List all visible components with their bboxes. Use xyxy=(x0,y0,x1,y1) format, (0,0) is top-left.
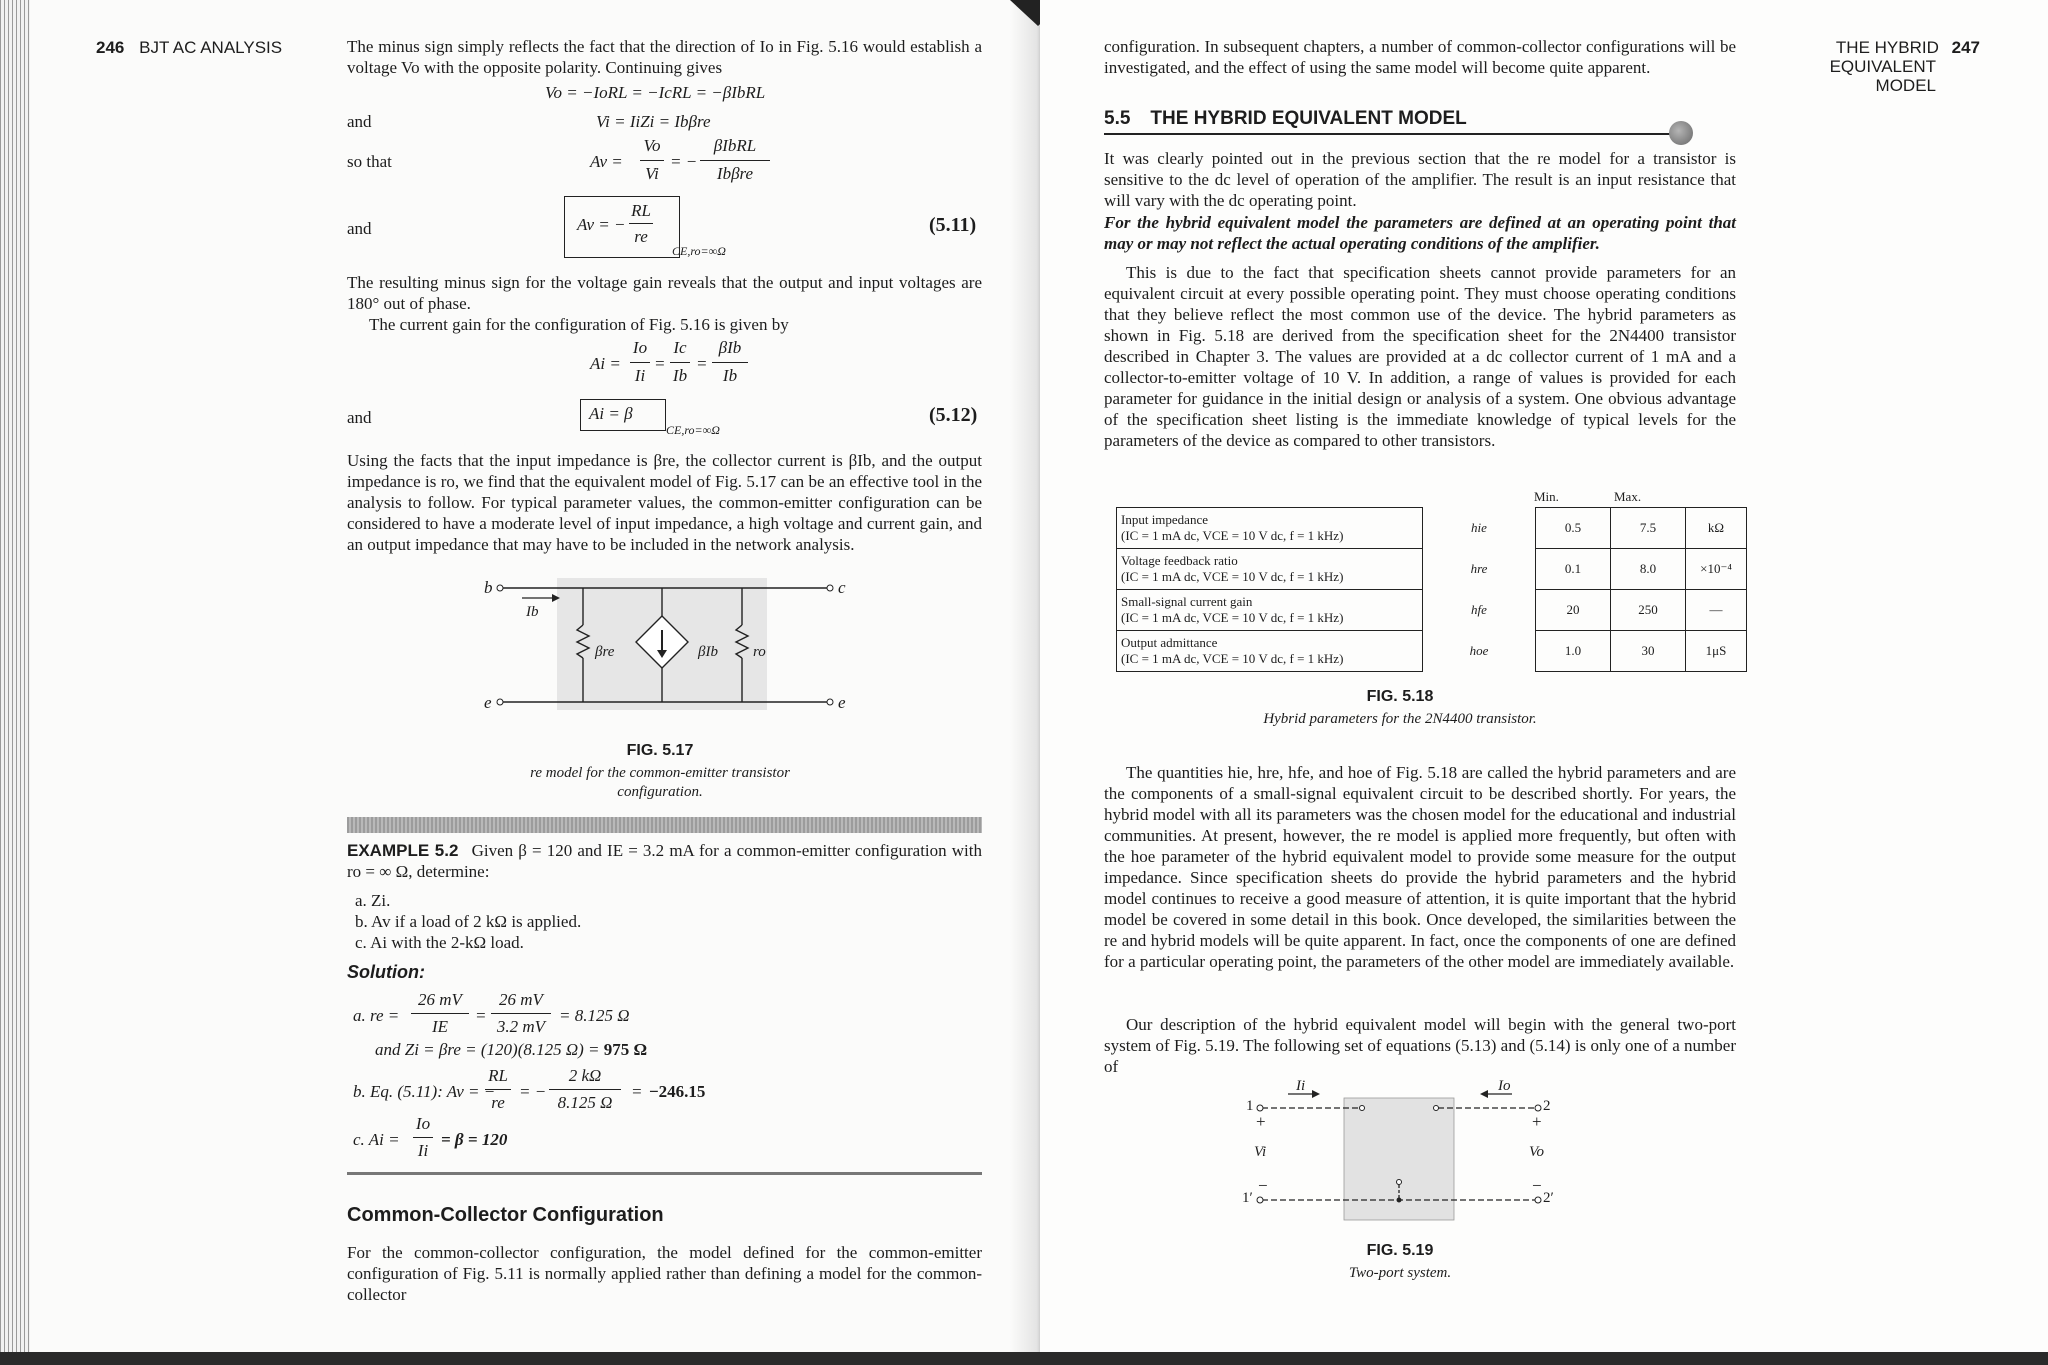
table-cell-desc: Output admittance (IC = 1 mA dc, VCE = 10 V dc, f = 1 kHz) xyxy=(1117,631,1423,672)
frac-bar xyxy=(670,362,690,363)
frac-den: IE xyxy=(431,1017,449,1036)
eq-sign: = − xyxy=(670,152,698,171)
example-text: Given β = 120 and IE = 3.2 mA for a common-emitter configuration with ro = ∞ Ω, determine: xyxy=(347,841,982,881)
frac-bar xyxy=(712,362,748,363)
solution-a-zi xyxy=(375,1040,647,1060)
table-header-min: Min. xyxy=(1534,489,1559,504)
frac-bar xyxy=(630,362,650,363)
equation-ai-ratio xyxy=(590,338,790,394)
terminal-1p xyxy=(1257,1197,1263,1203)
section-rule xyxy=(1104,133,1680,135)
right-running-title: THE HYBRID xyxy=(1835,38,1939,57)
eq-lhs: c. Ai = xyxy=(353,1130,400,1149)
bre-label: βre xyxy=(595,644,615,660)
list-item: a. Zi. xyxy=(355,891,391,910)
paragraph: Our description of the hybrid equivalent model will begin with the general two-port system of Fig. 5.19. The following set of equations (5.13) and (5.14) is only one of a number of xyxy=(1104,1015,1736,1076)
equation-vo: Vo = −IoRL = −IcRL = −βIbRL xyxy=(545,83,766,102)
figure-5-19-two-port xyxy=(1240,1070,1560,1230)
solution-c-equation xyxy=(353,1112,653,1168)
equation-condition: CE,ro=∞Ω xyxy=(672,244,726,258)
right-running-head xyxy=(1790,38,1980,95)
eq-sign: = − xyxy=(519,1082,547,1101)
table-cell-symbol: hfe xyxy=(1423,590,1536,631)
equation-number: (5.11) xyxy=(929,214,977,236)
table-cell-min: 1.0 xyxy=(1536,631,1611,672)
label-and: and xyxy=(347,112,372,131)
hybrid-parameters-table xyxy=(1116,507,1747,672)
label-and: and xyxy=(347,408,372,427)
terminal-c-label: c xyxy=(838,578,846,597)
figure-5-17-caption: re model for the common-emitter transistor configuration. xyxy=(530,765,790,800)
table-row xyxy=(1117,590,1747,631)
figure-5-18-title: FIG. 5.18 xyxy=(1366,688,1434,705)
frac-den: re xyxy=(634,227,648,246)
eq-sign: = xyxy=(475,1006,487,1025)
equation-number: (5.12) xyxy=(929,404,978,426)
right-page xyxy=(1040,0,2048,1365)
table-cell-symbol: hre xyxy=(1423,549,1536,590)
terminal-e-label: e xyxy=(838,693,846,712)
plus-right: + xyxy=(1532,1112,1542,1131)
terminal-2p xyxy=(1535,1197,1541,1203)
paragraph: Using the facts that the input impedance is βre, the collector current is βIb, and the output impedance is ro, we find that the equivalent model of Fig. 5.17 can be an effective tool in the analysis to follow. For typical parameter values, the common-emitter configuration can be considered to have a moderate level of input impedance, a high voltage and current gain, and an output impedance that may have to be included in the network analysis. xyxy=(347,451,982,554)
eq-lhs: Av = xyxy=(590,152,623,171)
frac-den: Ib xyxy=(672,366,688,385)
terminal-2p-label: 2′ xyxy=(1543,1190,1554,1206)
solution-a-equation xyxy=(353,988,773,1044)
frac-num: 2 kΩ xyxy=(568,1066,602,1085)
label-and: and xyxy=(347,219,372,238)
frac-num: Io xyxy=(632,338,648,357)
table-cell-max: 8.0 xyxy=(1611,549,1686,590)
terminal-2-label: 2 xyxy=(1543,1098,1551,1114)
eq-result: 975 Ω xyxy=(603,1040,648,1059)
frac-num: Vo xyxy=(643,136,661,155)
frac-bar xyxy=(411,1013,469,1014)
paragraph: For the common-collector configuration, the model defined for the common-emitter configuration of Fig. 5.11 is normally applied rather than defining a model for the common-collector xyxy=(347,1243,982,1304)
table-cell-desc: Voltage feedback ratio (IC = 1 mA dc, VCE = 10 V dc, f = 1 kHz) xyxy=(1117,549,1423,590)
eq-result: = 8.125 Ω xyxy=(559,1006,630,1025)
paragraph: The resulting minus sign for the voltage gain reveals that the output and input voltages are 180° out of phase. xyxy=(347,273,982,313)
frac-den: Ii xyxy=(417,1141,429,1160)
table-cell-unit: — xyxy=(1686,590,1747,631)
paragraph: The quantities hie, hre, hfe, and hoe of Fig. 5.18 are called the hybrid parameters and are the components of a small-signal equivalent circuit to be described shortly. For years, the hybrid model with all its parameters was the chosen model for the educational and industrial communities. At present, however, the re model is applied more frequently, but often with the hoe parameter of the hybrid equivalent model to provide some measure for the output impedance. Since specification sheets do provide the hybrid parameters and the hybrid model continues to receive a good measure of attention, it is quite important that the hybrid model be covered in some detail in this book. Once developed, the similarities between the re and hybrid models will be quite apparent. In fact, once the components of one are defined for a particular operating point, the parameters of the other model are immediately available. xyxy=(1104,763,1736,971)
table-cell-unit: kΩ xyxy=(1686,508,1747,549)
eq-result: −246.15 xyxy=(649,1082,706,1101)
table-cell-unit: ×10⁻⁴ xyxy=(1686,549,1747,590)
table-cell-symbol: hoe xyxy=(1423,631,1536,672)
table-row xyxy=(1117,508,1747,549)
section-number: 5.5 xyxy=(1104,108,1131,129)
terminal-b-label: b xyxy=(484,578,493,597)
frac-num: RL xyxy=(631,201,651,220)
left-running-title: BJT AC ANALYSIS xyxy=(139,38,283,57)
table-cell-max: 7.5 xyxy=(1611,508,1686,549)
frac-bar xyxy=(491,1013,551,1014)
terminal-2 xyxy=(1535,1105,1541,1111)
frac-bar xyxy=(629,223,653,224)
frac-num: 26 mV xyxy=(418,990,462,1009)
scanner-bottom-edge xyxy=(0,1352,2048,1365)
eq-result: = β = 120 xyxy=(441,1130,508,1149)
frac-bar xyxy=(640,160,664,161)
frac-num: 26 mV xyxy=(499,990,543,1009)
eq-sign: = xyxy=(654,354,666,373)
vi-label: Vi xyxy=(1254,1144,1267,1160)
frac-den: 8.125 Ω xyxy=(557,1093,613,1112)
section-heading: Common-Collector Configuration xyxy=(347,1204,664,1226)
frac-num: RL xyxy=(488,1066,508,1085)
minus-left: − xyxy=(1258,1176,1268,1195)
table-cell-desc: Small-signal current gain (IC = 1 mA dc, VCE = 10 V dc, f = 1 kHz) xyxy=(1117,590,1423,631)
figure-5-18-caption: Hybrid parameters for the 2N4400 transistor. xyxy=(1263,711,1537,727)
terminal-b xyxy=(497,585,503,591)
eq-sign: = xyxy=(696,354,708,373)
eq-text: and Zi = βre = (120)(8.125 Ω) = xyxy=(375,1040,600,1059)
ii-label: Ii xyxy=(1296,1078,1306,1094)
terminal-1p-label: 1′ xyxy=(1242,1190,1253,1206)
terminal-e-left xyxy=(497,699,503,705)
table-cell-min: 20 xyxy=(1536,590,1611,631)
section-title: THE HYBRID EQUIVALENT MODEL xyxy=(1150,108,1467,129)
frac-den: Vi xyxy=(645,164,659,183)
left-running-head xyxy=(96,38,282,58)
left-page-number: 246 xyxy=(96,38,125,57)
list-item: b. Av if a load of 2 kΩ is applied. xyxy=(355,912,582,931)
equation-5-12-box: Ai = β xyxy=(580,399,666,431)
frac-bar xyxy=(549,1089,621,1090)
example-heading: EXAMPLE 5.2 xyxy=(347,841,459,860)
frac-den: Ii xyxy=(634,366,646,385)
table-header-max: Max. xyxy=(1614,489,1642,504)
paragraph: configuration. In subsequent chapters, a number of common-collector configurations will be investigated, and the effect of using the same model will become quite apparent. xyxy=(1104,37,1736,77)
table-cell-symbol: hie xyxy=(1423,508,1536,549)
list-item: c. Ai with the 2-kΩ load. xyxy=(355,933,524,952)
frac-num: Ic xyxy=(673,338,687,357)
frac-bar xyxy=(413,1137,433,1138)
table-cell-min: 0.1 xyxy=(1536,549,1611,590)
figure-5-19-title: FIG. 5.19 xyxy=(1366,1242,1434,1259)
frac-den: Ibβre xyxy=(716,164,754,183)
frac-bar xyxy=(700,160,770,161)
section-5-5-heading xyxy=(1104,108,1694,130)
emphasis-paragraph: For the hybrid equivalent model the parameters are defined at an operating point that may or may not reflect the actual operating conditions of the amplifier. xyxy=(1104,213,1736,253)
vo-label: Vo xyxy=(1529,1144,1544,1160)
figure-5-17-circuit xyxy=(480,570,850,720)
table-cell-desc: Input impedance (IC = 1 mA dc, VCE = 10 V dc, f = 1 kHz) xyxy=(1117,508,1423,549)
binding-edge xyxy=(0,0,30,1365)
frac-den: re xyxy=(491,1093,505,1112)
paragraph: The current gain for the configuration of Fig. 5.16 is given by xyxy=(369,315,789,334)
table-row xyxy=(1117,549,1747,590)
figure-5-19-caption: Two-port system. xyxy=(1348,1265,1452,1281)
equation-5-11-box xyxy=(564,196,680,258)
paragraph: This is due to the fact that specification sheets cannot provide parameters for an equivalent circuit at every possible operating point. They must choose operating conditions that they believe reflect the most common use of the device. The hybrid parameters as shown in Fig. 5.18 are derived from the specification sheet for the 2N4400 transistor described in Chapter 3. The values are provided at a dc collector current of 1 mA and a collector-to-emitter voltage of 10 V. In addition, a range of values is provided for each parameter for guidance in the initial design or analysis of a system. One obvious advantage of the specification sheet listing is the immediate knowledge of typical levels for the parameters of the device as compared to other transistors. xyxy=(1104,263,1736,450)
equation-vi: Vi = IiZi = Ibβre xyxy=(596,112,711,131)
frac-den: Ib xyxy=(722,366,738,385)
plus-left: + xyxy=(1256,1112,1266,1131)
example-rule xyxy=(347,1172,982,1175)
paragraph: The minus sign simply reflects the fact that the direction of Io in Fig. 5.16 would establish a voltage Vo with the opposite polarity. Continuing gives xyxy=(347,37,982,77)
example-statement-block xyxy=(347,840,982,882)
minus-right: − xyxy=(1532,1176,1542,1195)
terminal-1-label: 1 xyxy=(1246,1098,1254,1114)
right-running-title: EQUIVALENT MODEL xyxy=(1829,57,1936,95)
eq-lhs: Ai = xyxy=(590,354,621,373)
terminal-e-label: e xyxy=(484,693,492,712)
terminal-1 xyxy=(1257,1105,1263,1111)
figure-5-17-title: FIG. 5.17 xyxy=(626,742,694,759)
table-cell-unit: 1μS xyxy=(1686,631,1747,672)
label-so-that: so that xyxy=(347,152,392,171)
terminal-e-right xyxy=(827,699,833,705)
table-row xyxy=(1117,631,1747,672)
frac-num: βIb xyxy=(718,338,742,357)
eq-sign: = xyxy=(631,1082,643,1101)
eq-lhs: Av = − xyxy=(577,215,626,234)
bib-label: βIb xyxy=(698,644,718,660)
ib-label: Ib xyxy=(526,604,539,620)
equation-av-ratio xyxy=(590,136,790,192)
frac-den: 3.2 mV xyxy=(496,1017,546,1036)
right-page-number: 247 xyxy=(1951,38,1980,57)
solution-label: Solution: xyxy=(347,962,425,982)
ro-label: ro xyxy=(753,644,766,660)
equation-condition: CE,ro=∞Ω xyxy=(666,423,720,437)
frac-num: βIbRL xyxy=(713,136,757,155)
example-banner xyxy=(347,817,982,833)
section-bullet-icon xyxy=(1669,121,1693,145)
io-label: Io xyxy=(1498,1078,1511,1094)
table-cell-min: 0.5 xyxy=(1536,508,1611,549)
terminal-c xyxy=(827,585,833,591)
frac-num: Io xyxy=(415,1114,431,1133)
table-cell-max: 30 xyxy=(1611,631,1686,672)
eq-lhs: a. re = xyxy=(353,1006,400,1025)
example-statement xyxy=(347,840,982,882)
eq-lhs: b. Eq. (5.11): Av = − xyxy=(353,1082,496,1101)
frac-bar xyxy=(485,1089,511,1090)
paragraph: It was clearly pointed out in the previous section that the re model for a transistor is sensitive to the dc level of operation of the amplifier. The result is an input resistance that will vary with the dc operating point. xyxy=(1104,149,1736,210)
table-cell-max: 250 xyxy=(1611,590,1686,631)
